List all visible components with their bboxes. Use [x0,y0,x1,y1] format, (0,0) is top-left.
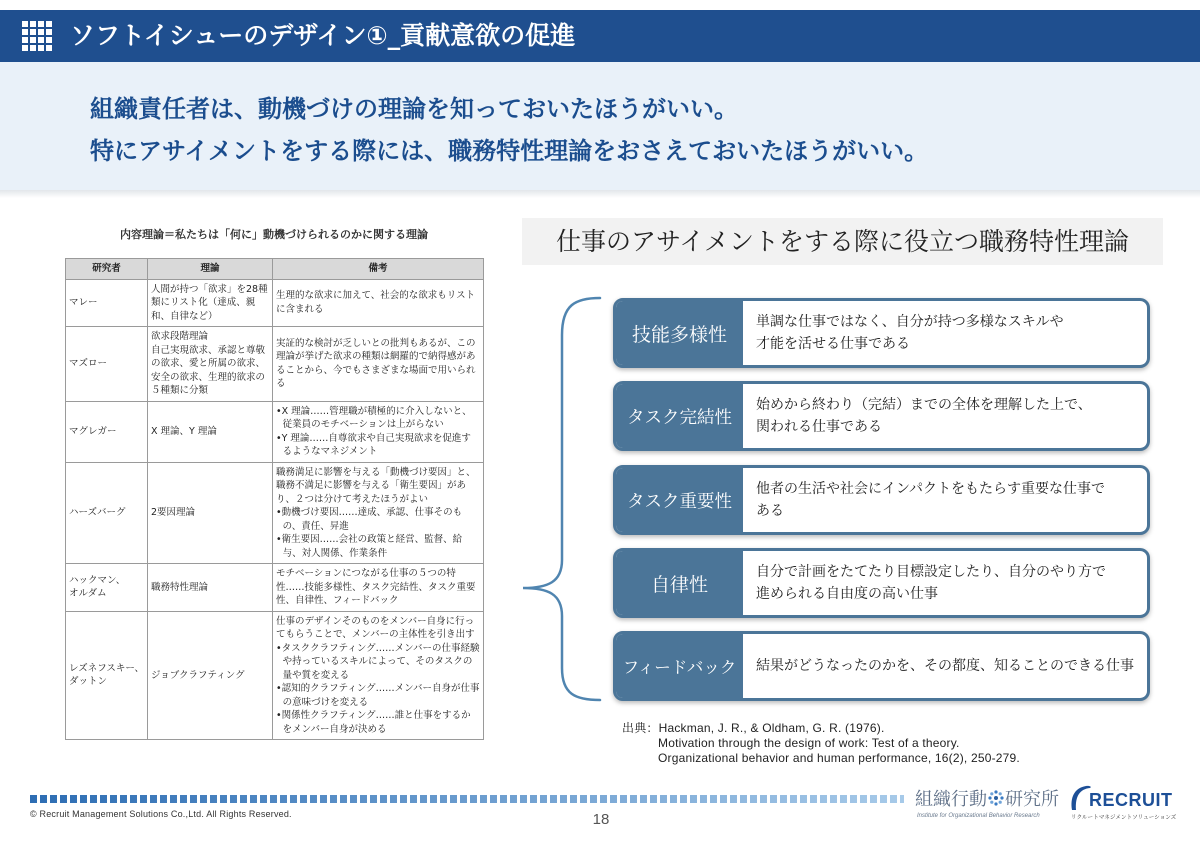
header-bar [0,10,1200,62]
characteristic-description [743,301,1147,365]
note-text: モチベーションにつながる仕事の５つの特性……技能多様性、タスク完結性、タスク重要性、自律性、フィードバック [276,568,476,606]
theory-table [65,258,484,740]
note-text: 生理的な欲求に加えて、社会的な欲求もリストに含まれる [276,290,476,315]
characteristic-label: タスク完結性 [616,384,743,448]
citation-line: Motivation through the design of work: Test of a theory. [658,736,960,750]
lead-band [0,62,1200,190]
grid-icon-square [46,21,52,27]
theory-cell [148,327,273,402]
recruit-logo [1068,780,1190,826]
researcher-name: ハックマン、 [69,574,126,586]
table-row [66,327,484,402]
table-row [66,611,484,740]
page-title: ソフトイシューのデザイン①_貢献意欲の促進 [70,21,576,50]
note-bullet: •動機づけ要因……達成、承認、仕事そのもの、責任、昇進 [276,507,463,532]
job-characteristic-item [613,465,1150,535]
table-row [66,279,484,327]
note-bullet: •認知的クラフティング……メンバー自身が仕事の意味づけを変える [276,683,480,708]
characteristic-description [743,551,1147,615]
theory-cell [148,462,273,564]
theory-cell [148,279,273,327]
description-line: ある [756,503,784,519]
footer-dot-bar [30,795,904,803]
table-row [66,401,484,462]
column-header-researcher: 研究者 [66,259,148,280]
grid-icon-square [38,29,44,35]
table-header-row [66,259,484,280]
theory-text: 欲求段階理論 [151,331,209,342]
citation-first-line [622,721,1020,736]
grid-icon-square [30,45,36,51]
theory-text: 人間が持つ「欲求」を28種類にリスト化（達成、親和、自律など） [151,283,268,322]
theory-text: 自己実現欲求、承認と尊敬の欲求、愛と所属の欲求、安全の欲求、生理的欲求の５種類に分類 [151,344,266,396]
note-bullet: •タスククラフティング……メンバーの仕事経験や持っているスキルによって、そのタスクの量や質を変える [276,642,480,681]
researcher-name: マグレガー [69,425,117,437]
lead-line: 組織責任者は、動機づけの理論を知っておいたほうがいい。 [90,95,738,123]
description-line: 始めから終わり（完結）までの全体を理解した上で、 [756,397,1092,413]
characteristic-label: タスク重要性 [616,468,743,532]
characteristic-description [743,468,1147,532]
gear-icon [988,790,1004,806]
grid-icon-square [30,37,36,43]
table-title: 内容理論＝私たちは「何に」動機づけられるのかに関する理論 [120,228,428,241]
institute-name-left: 組織行動 [915,789,987,810]
description-line: 才能を活せる仕事である [756,336,910,352]
description-line: 進められる自由度の高い仕事 [756,586,938,602]
job-characteristic-item [613,631,1150,701]
researcher-cell [66,279,148,327]
description-line: 他者の生活や社会にインパクトをもたらす重要な仕事で [756,481,1106,497]
table-row [66,564,484,612]
institute-name-right: 研究所 [1005,789,1059,810]
researcher-cell [66,462,148,564]
note-bullet: •Y 理論……自尊欲求や自己実現欲求を促進するようなマネジメント [276,432,471,457]
grid-icon-square [38,37,44,43]
brand-name: RECRUIT [1089,790,1173,810]
citation-line: Organizational behavior and human performance, 16(2), 250-279. [658,751,1020,765]
institute-logo [915,786,1063,824]
notes-cell [273,327,484,402]
notes-cell [273,279,484,327]
characteristic-label: 技能多様性 [616,301,743,365]
characteristic-description [743,384,1147,448]
note-bullet: •関係性クラフティング……誰と仕事をするかをメンバー自身が決める [276,710,471,735]
theory-text: 職務特性理論 [151,581,209,593]
researcher-name: ダットン [69,676,108,688]
theory-cell [148,401,273,462]
institute-name [915,786,1059,810]
table-row [66,462,484,564]
researcher-name: ハーズバーグ [69,507,126,518]
panel-title: 仕事のアサイメントをする際に役立つ職務特性理論 [522,218,1163,265]
citation-line: Hackman, J. R., & Oldham, G. R. (1976). [658,721,885,735]
job-characteristic-item [613,381,1150,451]
page-number: 18 [592,811,610,828]
theory-text: ジョブクラフティング [151,669,245,681]
citation-label: 出典： [622,721,659,735]
brand-subtitle: リクルートマネジメントソリューションズ [1071,815,1177,821]
grid-icon-square [22,37,28,43]
grid-icon-square [22,29,28,35]
curly-brace [515,290,610,710]
researcher-name: オルダム [69,588,107,600]
researcher-name: レズネフスキー、 [69,662,144,674]
job-characteristic-item [613,548,1150,618]
grid-icon-square [22,21,28,27]
description-line: 自分で計画をたてたり目標設定したり、自分のやり方で [756,564,1106,580]
grid-icon-square [46,45,52,51]
note-text: 職務満足に影響を与える「動機づけ要因」と、職務不満足に影響を与える「衛生要因」があり、２つは分けて考えたほうがよい [276,466,476,505]
researcher-name: マズロー [69,358,108,369]
characteristic-description [743,634,1147,698]
researcher-cell [66,327,148,402]
note-bullet: •X 理論……管理職が積極的に介入しないと、従業員のモチベーションは上がらない [276,405,472,430]
characteristic-label: 自律性 [616,551,743,615]
notes-cell [273,564,484,612]
grid-icon [22,21,52,51]
grid-icon-square [38,21,44,27]
column-header-theory: 理論 [148,259,273,280]
notes-cell [273,462,484,564]
description-line: 結果がどうなったのかを、その都度、知ることのできる仕事 [756,658,1134,674]
band-divider [0,190,1200,198]
theory-cell [148,611,273,740]
lead-line: 特にアサイメントをする際には、職務特性理論をおさえておいたほうがいい。 [90,137,929,165]
grid-icon-square [30,21,36,27]
citation [622,721,1020,766]
column-header-notes: 備考 [273,259,484,280]
theory-text: X 理論、Y 理論 [151,425,217,437]
researcher-name: マレー [69,297,98,308]
researcher-cell [66,401,148,462]
copyright: © Recruit Management Solutions Co.,Ltd. All Rights Reserved. [30,809,292,819]
theory-text: 2要因理論 [151,507,196,518]
note-text: 仕事のデザインそのものをメンバー自身に行ってもらうことで、メンバーの主体性を引き出す [276,615,475,640]
note-text: 実証的な検討が乏しいとの批判もあるが、この理論が挙げた欲求の種類は網羅的で納得感があることから、今でもさまざまな場面で用いられる [276,337,476,390]
grid-icon-square [38,45,44,51]
institute-english-name: Institute for Organizational Behavior Research [917,813,1040,819]
characteristic-label: フィードバック [616,634,743,698]
description-line: 単調な仕事ではなく、自分が持つ多様なスキルや [756,314,1064,330]
theory-cell [148,564,273,612]
note-bullet: •衛生要因……会社の政策と経営、監督、給与、対人関係、作業条件 [276,534,463,559]
job-characteristic-item [613,298,1150,368]
grid-icon-square [46,29,52,35]
grid-icon-square [46,37,52,43]
notes-cell [273,401,484,462]
grid-icon-square [30,29,36,35]
notes-cell [273,611,484,740]
researcher-cell [66,564,148,612]
description-line: 関われる仕事である [756,419,882,435]
researcher-cell [66,611,148,740]
grid-icon-square [22,45,28,51]
